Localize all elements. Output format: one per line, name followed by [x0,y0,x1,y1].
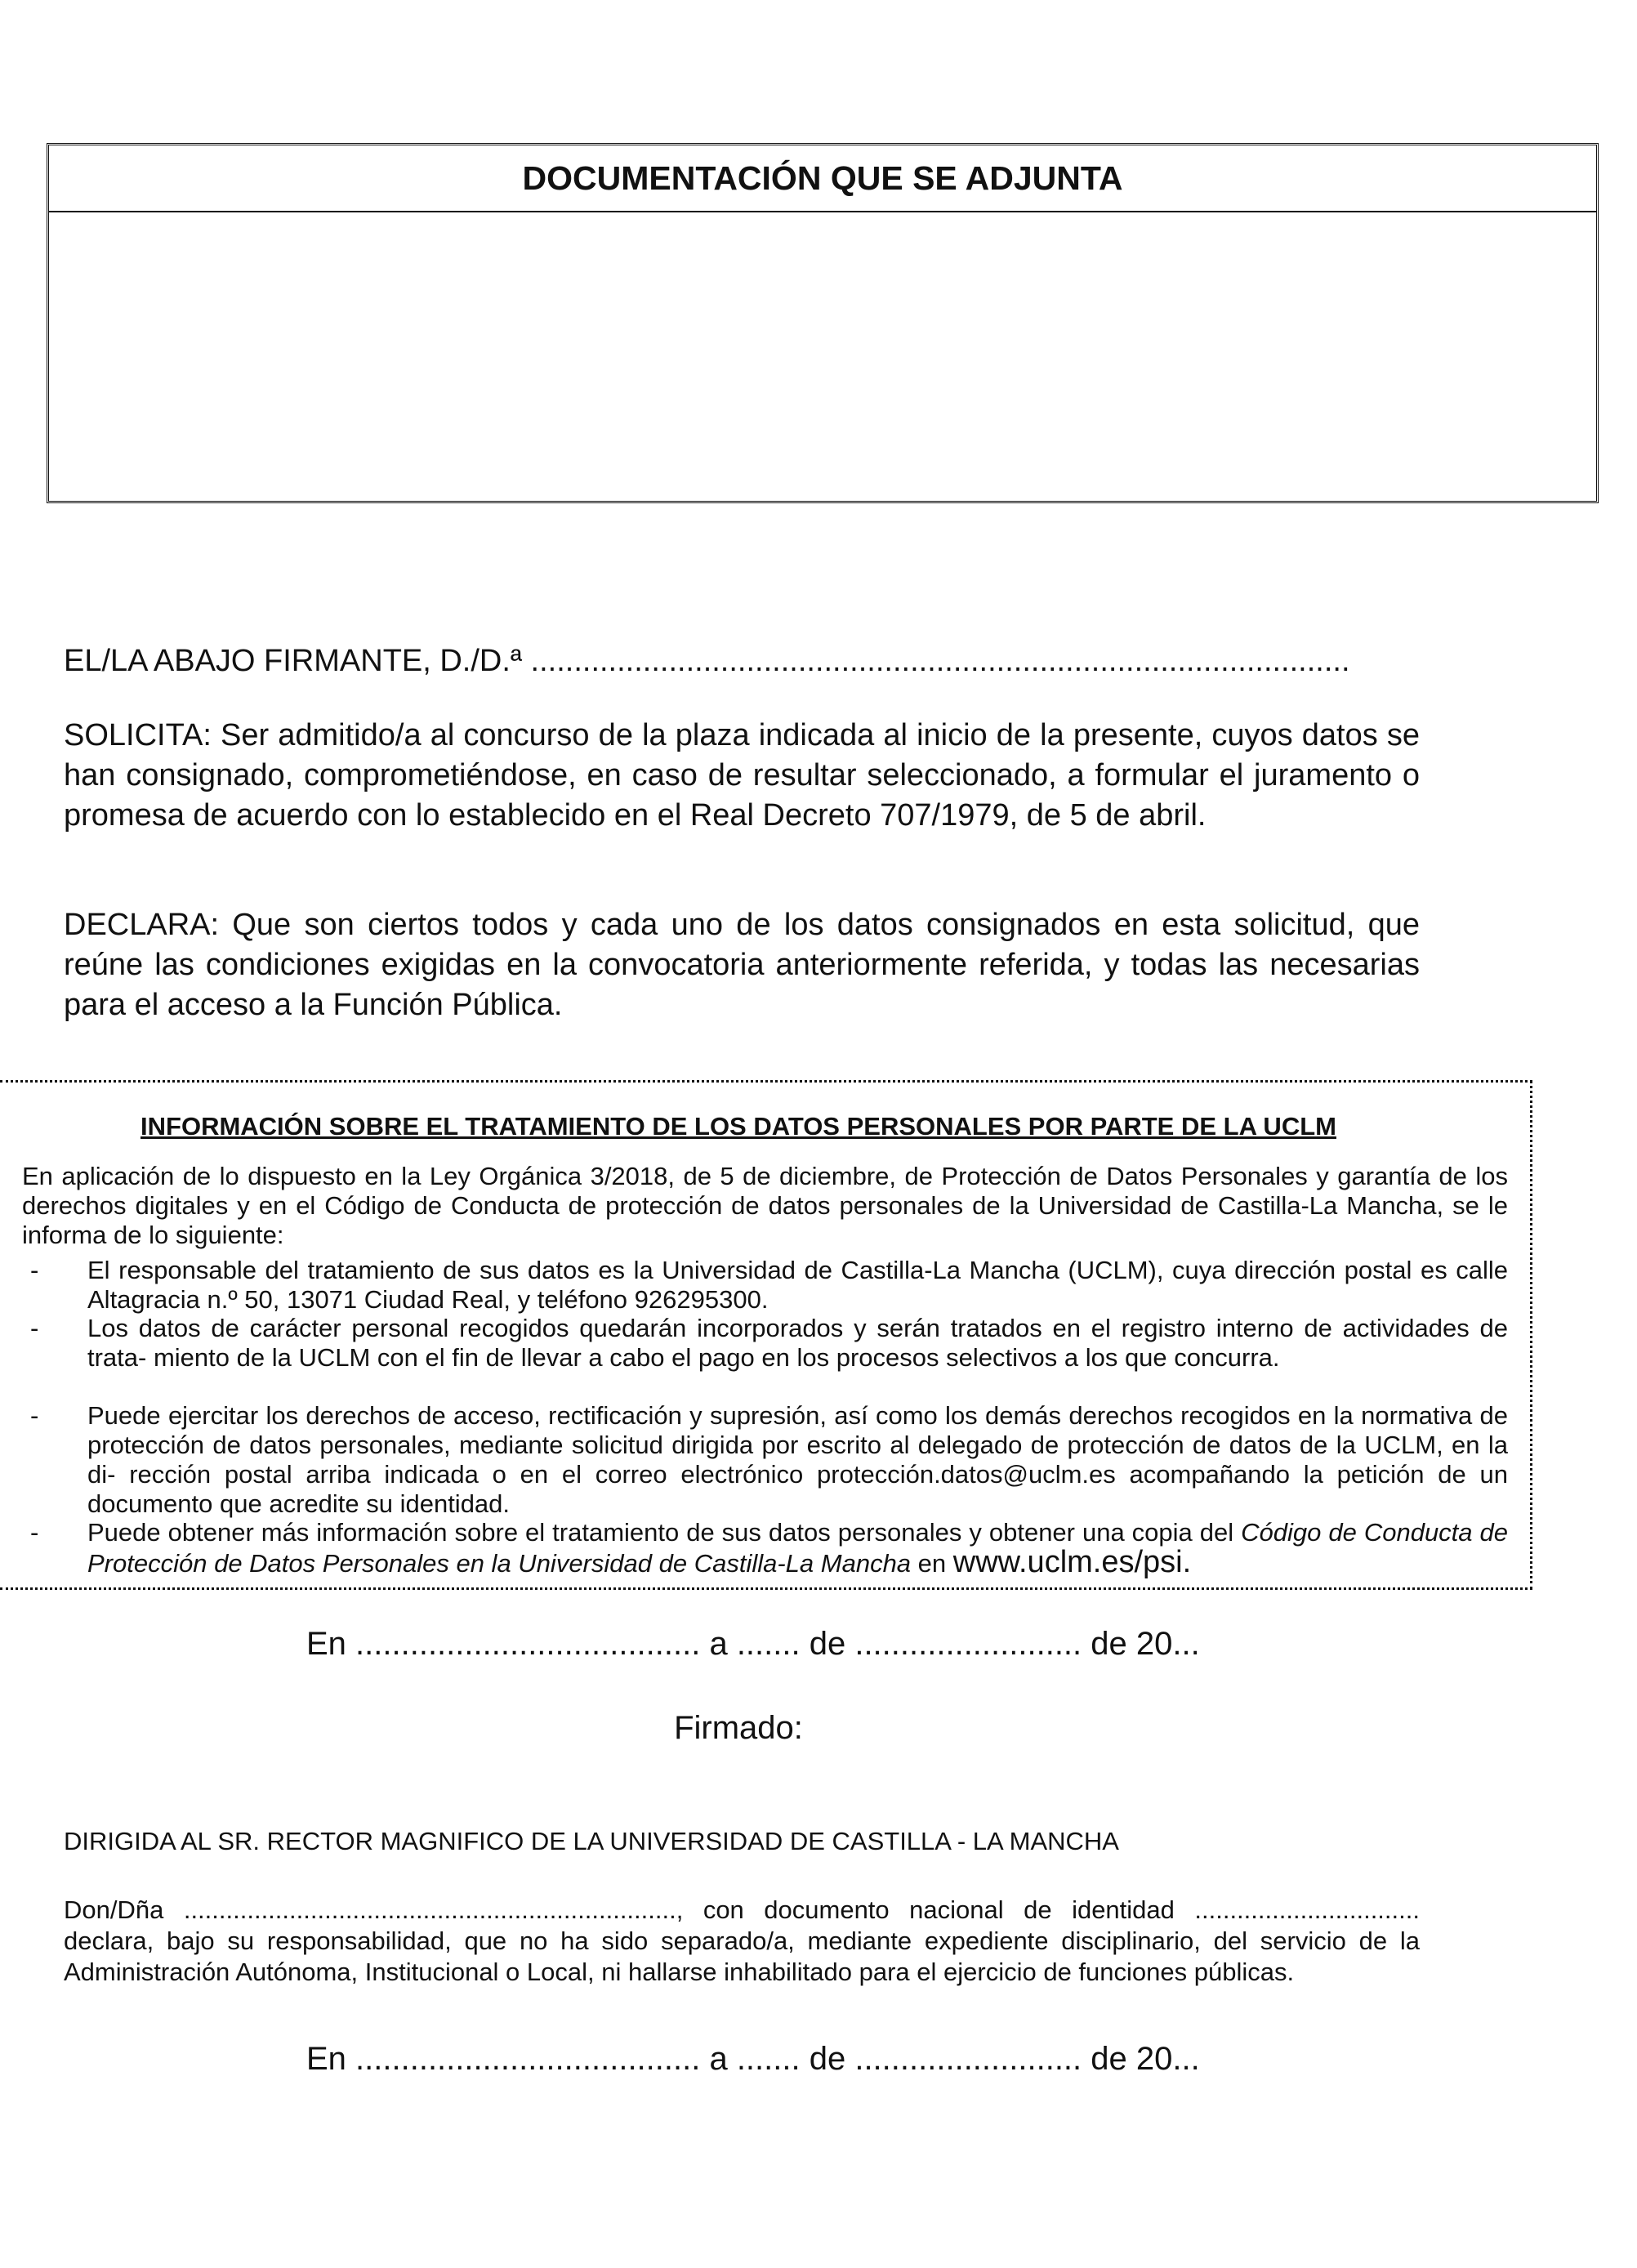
addressee-line: DIRIGIDA AL SR. RECTOR MAGNIFICO DE LA UNIVERSIDAD DE CASTILLA - LA MANCHA [64,1827,1119,1855]
bullet-dash: - [30,1314,39,1342]
bullet-dash: - [30,1256,39,1284]
privacy-item-text: Puede ejercitar los derechos de acceso, rectificación y supresión, así como los demás derechos recogidos en la normativa de protección de datos personales, mediante solicitud dirigida por escrito al delegado de protección de datos de la UCLM, en la di- rección postal arriba indicada o en el correo electrónico protección.datos@uclm.es acompañando la petición de un documento que acredite su identidad. [87,1401,1508,1518]
signer-name-line: EL/LA ABAJO FIRMANTE, D./D.ª ............................................................................................... [64,644,1350,678]
privacy-item-text: Los datos de carácter personal recogidos quedarán incorporados y serán tratados en el registro interno de actividades de trata- miento de la UCLM con el fin de llevar a cabo el pago en los procesos selectivos a los que concurra. [87,1314,1508,1372]
privacy-title: INFORMACIÓN SOBRE EL TRATAMIENTO DE LOS DATOS PERSONALES POR PARTE DE LA UCLM [141,1112,1336,1141]
psi-link[interactable]: www.uclm.es/psi. [952,1545,1192,1579]
privacy-info-box [0,1080,1532,1590]
privacy-list-item [22,1314,1508,1373]
privacy-list-item [22,1518,1508,1578]
solicita-paragraph: SOLICITA: Ser admitido/a al concurso de la plaza indicada al inicio de la presente, cuyos datos se han consignado, comprometiéndose, en caso de resultar seleccionado, a formular el juramento o promesa de acuerdo con lo establecido en el Real Decreto 707/1979, de 5 de abril. [64,718,1420,833]
privacy-list-item [22,1401,1508,1519]
privacy-list-item [22,1256,1508,1315]
sworn-declaration: Don/Dña ......................................................................, con documento nacional de identidad ................................ declara, bajo su responsabilidad, que no ha sido separado/a, mediante expediente disciplinario, del servicio de la Administración Autónoma, Institucional o Local, ni hallarse inhabilitado para el ejercicio de funciones públicas. [64,1895,1420,1986]
place-date-line: En ...................................... a ....... de ......................... de 20... [306,2041,1200,2077]
privacy-intro: En aplicación de lo dispuesto en la Ley Orgánica 3/2018, de 5 de diciembre, de Protección de Datos Personales y garantía de los derechos digitales y en el Código de Conducta de protección de datos personales de la Universidad de Castilla-La Mancha, se le informa de lo siguiente: [22,1162,1508,1249]
privacy-item-4-mid: en [911,1549,953,1578]
bullet-dash: - [30,1518,39,1547]
privacy-item-4-prefix: Puede obtener más información sobre el tratamiento de sus datos personales y obtener una copia del [87,1518,1242,1547]
privacy-item-text: El responsable del tratamiento de sus datos es la Universidad de Castilla-La Mancha (UCLM), cuya dirección postal es calle Altagracia n.º 50, 13071 Ciudad Real, y teléfono 926295300. [87,1256,1508,1314]
documentation-box [47,143,1599,503]
signed-label: Firmado: [674,1710,803,1746]
documentation-box-title: DOCUMENTACIÓN QUE SE ADJUNTA [49,145,1596,212]
privacy-item-text [87,1518,1508,1578]
documentation-box-content-area[interactable] [49,212,1596,501]
code-of-conduct-title: Código de Conducta de Protección de Datos Personales en la Universidad de Castilla-La Mancha [87,1518,1508,1578]
bullet-dash: - [30,1401,39,1430]
place-date-line: En ...................................... a ....... de ......................... de 20... [306,1626,1200,1662]
declara-paragraph: DECLARA: Que son ciertos todos y cada uno de los datos consignados en esta solicitud, que reúne las condiciones exigidas en la convocatoria anteriormente referida, y todas las necesarias para el acceso a la Función Pública. [64,908,1420,1022]
